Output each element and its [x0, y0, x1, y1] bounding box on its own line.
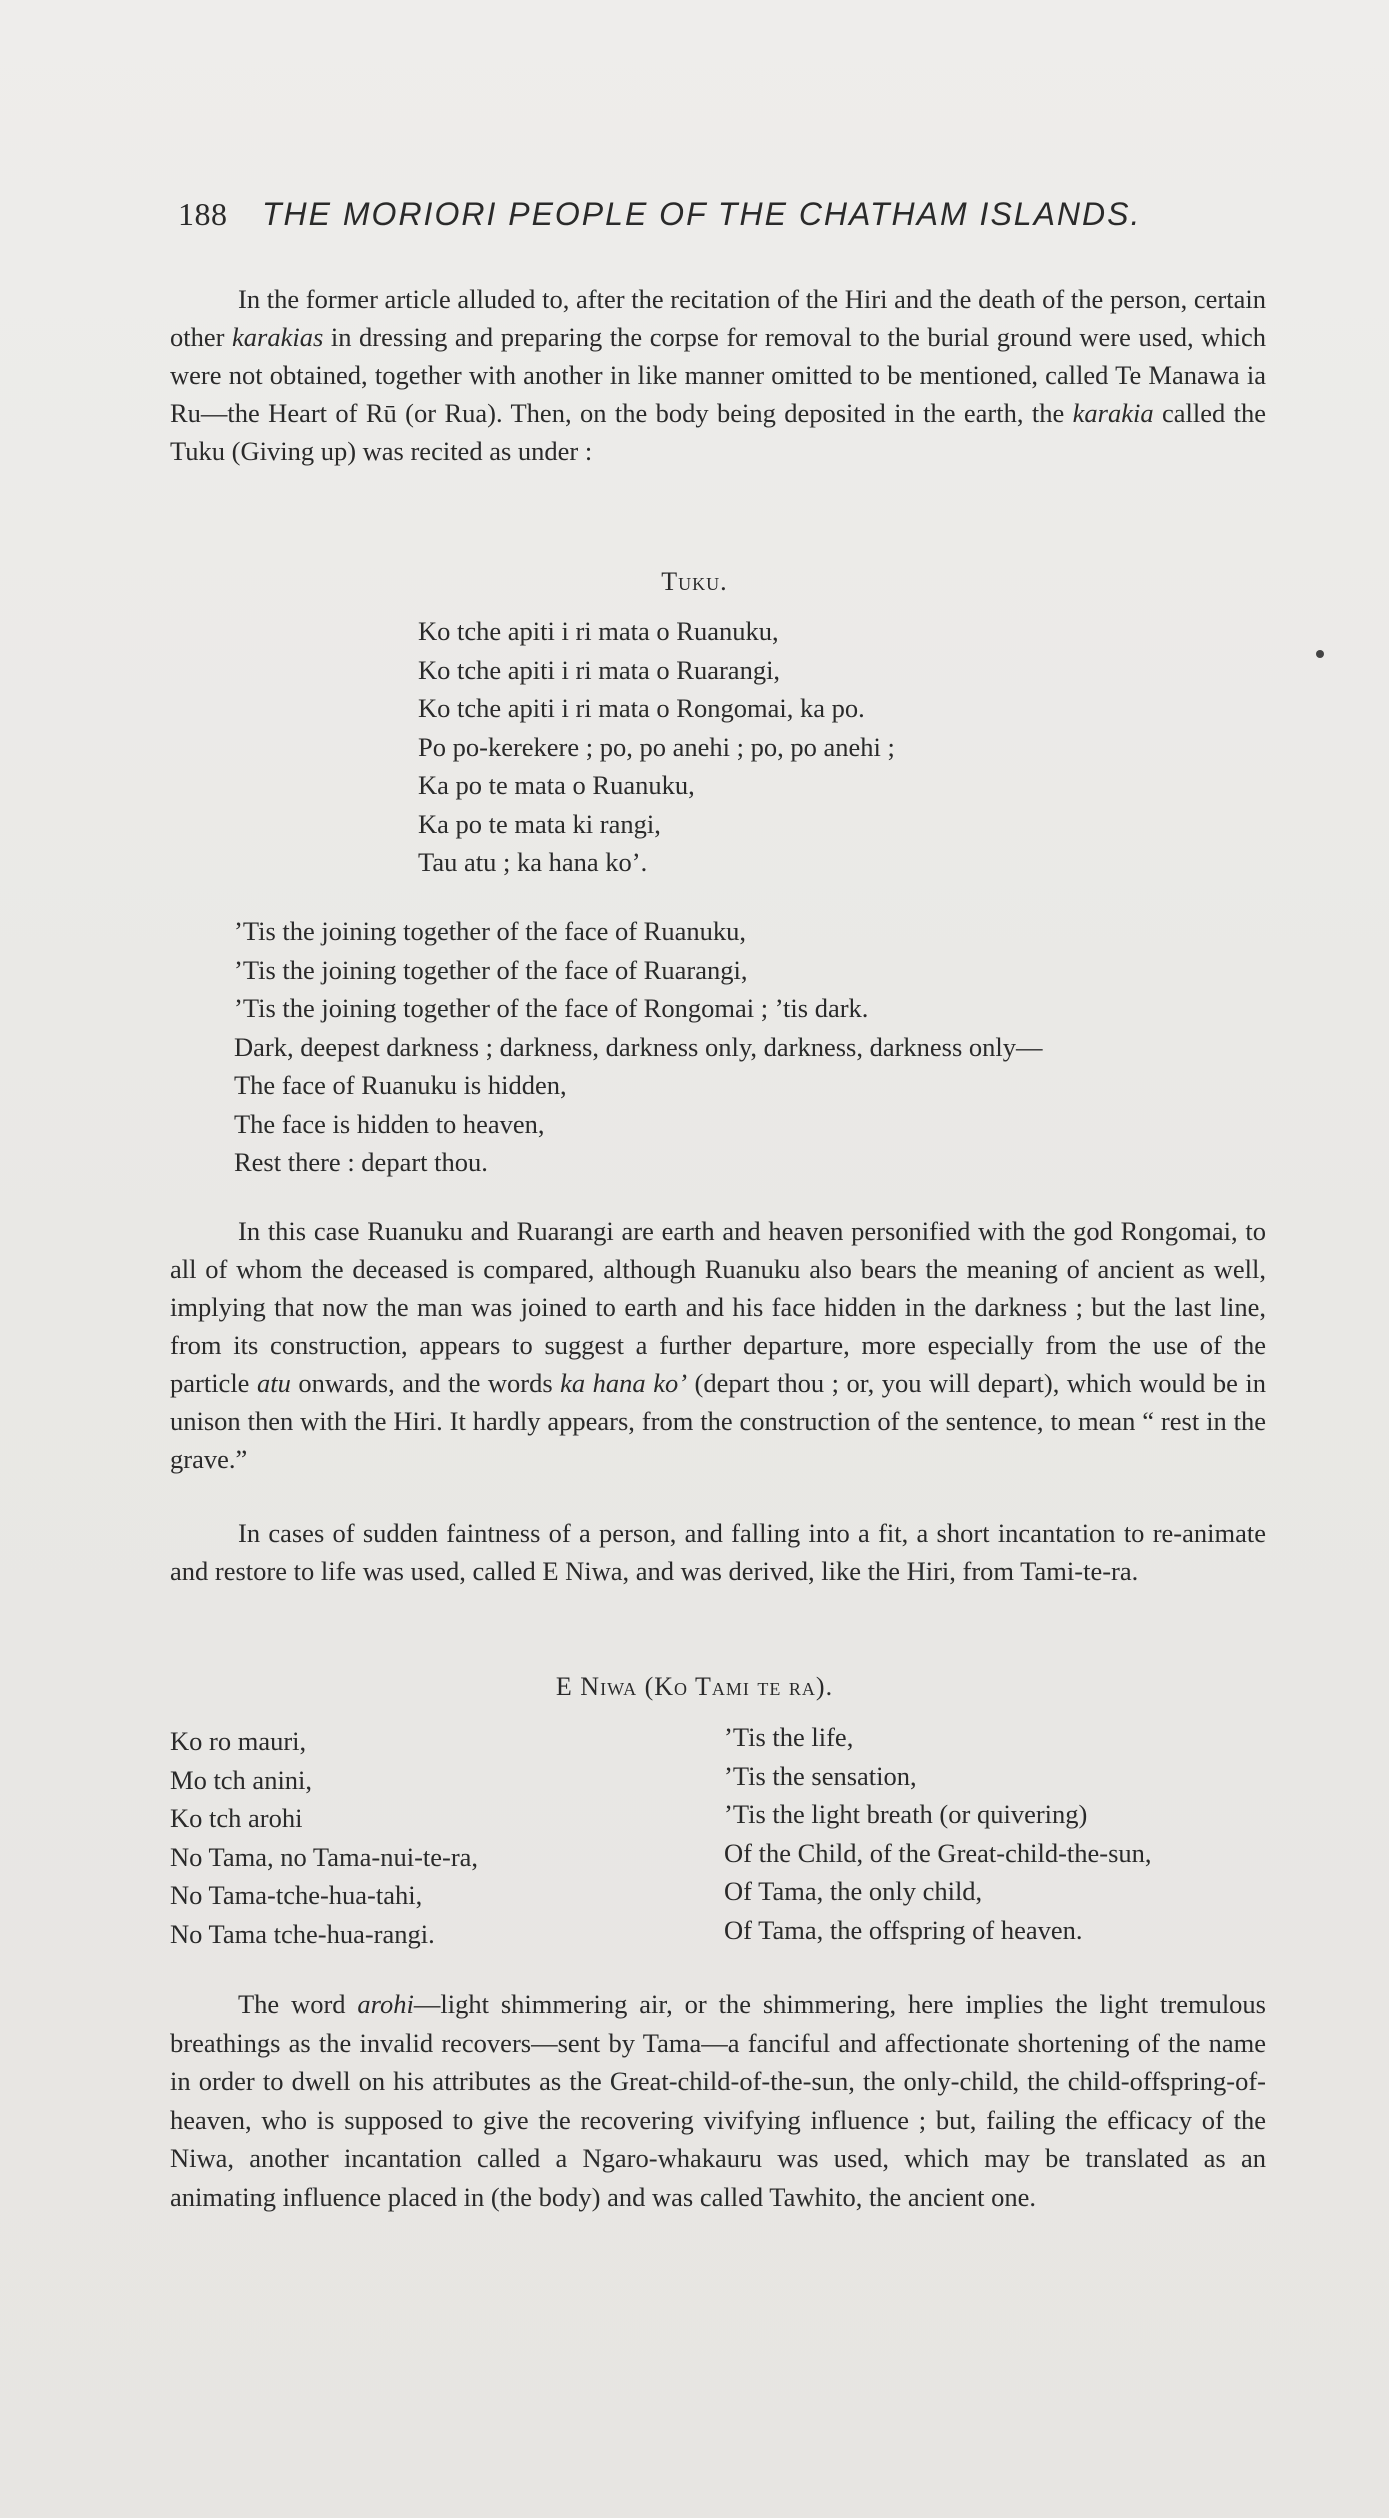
- verse-line: Ka po te mata o Ruanuku,: [418, 770, 695, 800]
- paragraph-intro-text: In the former article alluded to, after the recitation of the Hiri and the death of the person, certain other karakias in dressing and preparing the corpse for removal to the burial ground were used, which were not obtained, together with another in like manner omitted to be mentioned, called Te Manawa ia Ru—the Heart of Rū (or Rua). Then, on the body being deposited in the earth, the karakia called the Tuku (Giving up) was recited as under :: [170, 284, 1266, 466]
- paragraph-arohi-text: The word arohi—light shimmering air, or the shimmering, here implies the light tremulous breathings as the invalid recovers—sent by Tama—a fanciful and affectionate shortening of the name in order to dwell on his attributes as the Great-child-of-the-sun, the only-child, the child-offspring-of-heaven, who is supposed to give the recovering vivifying influence ; but, failing the efficacy of the Niwa, another incantation called a Ngaro-whakauru was used, which may be translated as an animating influence placed in (the body) and was called Tawhito, the ancient one.: [170, 1989, 1266, 2212]
- translation-line: Dark, deepest darkness ; darkness, darkness only, darkness, darkness only—: [234, 1031, 1043, 1062]
- verse-line: Ko ro mauri,: [170, 1726, 307, 1756]
- tuku-heading: Tuku.: [661, 567, 728, 596]
- tuku-translation: [234, 912, 1043, 1182]
- translation-line: ’Tis the sensation,: [724, 1760, 917, 1791]
- niwa-verse: [170, 1722, 478, 1953]
- translation-line: ’Tis the joining together of the face of Ruanuku,: [234, 916, 746, 946]
- verse-line: Ko tche apiti i ri mata o Rongomai, ka po.: [418, 693, 865, 723]
- running-title: THE MORIORI PEOPLE OF THE CHATHAM ISLANDS.: [262, 196, 1142, 232]
- ink-speck: [1316, 650, 1324, 658]
- translation-line: Of Tama, the offspring of heaven.: [724, 1914, 1083, 1945]
- italic-atu: atu: [256, 1368, 291, 1398]
- italic-arohi: arohi: [357, 1989, 414, 2019]
- italic-ka-hana-ko: ka hana ko’: [560, 1368, 688, 1398]
- paragraph-arohi: [170, 1985, 1266, 2216]
- translation-line: The face of Ruanuku is hidden,: [234, 1070, 567, 1100]
- translation-line: ’Tis the life,: [724, 1722, 854, 1752]
- paragraph-intro: [170, 280, 1266, 470]
- translation-line: ’Tis the joining together of the face of Ruarangi,: [234, 954, 748, 985]
- niwa-translation: [724, 1718, 1152, 1949]
- translation-line: ’Tis the joining together of the face of Rongomai ; ’tis dark.: [234, 993, 869, 1023]
- translation-line: Of the Child, of the Great-child-the-sun,: [724, 1837, 1152, 1868]
- paragraph-faintness-text: In cases of sudden faintness of a person, and falling into a fit, a short incantation to re-animate and restore to life was used, called E Niwa, and was derived, like the Hiri, from Tami-te-ra.: [170, 1518, 1266, 1586]
- verse-line: Ko tche apiti i ri mata o Ruarangi,: [418, 654, 781, 685]
- translation-line: Rest there : depart thou.: [234, 1147, 488, 1177]
- verse-line: Ka po te mata ki rangi,: [418, 808, 661, 839]
- translation-line: Of Tama, the only child,: [724, 1876, 983, 1906]
- paragraph-faintness: [170, 1514, 1266, 1590]
- paragraph-commentary-text: In this case Ruanuku and Ruarangi are earth and heaven personified with the god Rongomai, to all of whom the deceased is compared, although Ruanuku also bears the meaning of ancient as well, implying that now the man was joined to earth and his face hidden in the darkness ; but the last line, from its construction, appears to suggest a further departure, more especially from the use of the particle atu onwards, and the words ka hana ko’ (depart thou ; or, you will depart), which would be in unison then with the Hiri. It hardly appears, from the construction of the sentence, to mean “ rest in the grave.”: [170, 1216, 1266, 1474]
- niwa-heading: E Niwa (Ko Tami te ra).: [555, 1672, 834, 1701]
- verse-line: Ko tche apiti i ri mata o Ruanuku,: [418, 616, 779, 646]
- verse-line: Mo tch anini,: [170, 1764, 313, 1795]
- verse-line: Po po-kerekere ; po, po anehi ; po, po anehi ;: [418, 731, 895, 762]
- paragraph-commentary: [170, 1212, 1266, 1478]
- verse-line: Tau atu ; ka hana ko’.: [418, 847, 648, 877]
- italic-karakias: karakias: [232, 322, 324, 352]
- tuku-verse: [418, 612, 895, 882]
- verse-line: No Tama-tche-hua-tahi,: [170, 1880, 423, 1910]
- page-number: 188: [178, 196, 228, 232]
- running-header: [178, 196, 1278, 233]
- verse-line: Ko tch arohi: [170, 1803, 303, 1833]
- translation-line: The face is hidden to heaven,: [234, 1108, 545, 1139]
- verse-line: No Tama tche-hua-rangi.: [170, 1918, 435, 1949]
- italic-karakia: karakia: [1072, 398, 1154, 428]
- verse-line: No Tama, no Tama-nui-te-ra,: [170, 1841, 479, 1872]
- translation-line: ’Tis the light breath (or quivering): [724, 1799, 1088, 1829]
